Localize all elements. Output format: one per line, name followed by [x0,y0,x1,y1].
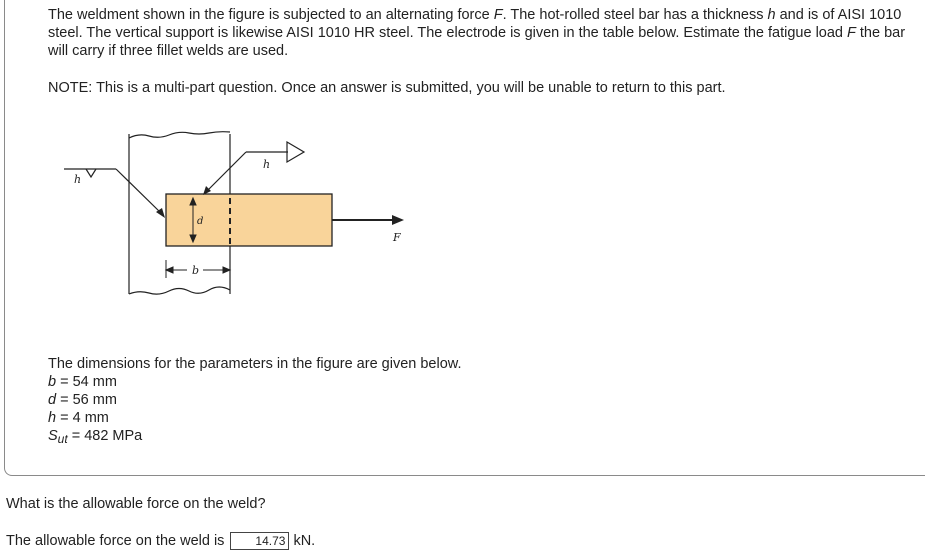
problem-text-3: and is of AISI 1010 steel. The vertical support is likewise AISI 1010 HR steel. The electrode is given in the table below. Estimate the fatigue load [48,7,902,41]
h-label-top: h [263,158,271,171]
answer-unit: kN. [293,533,316,549]
dim-d: d = 56 mm [48,392,117,408]
question-text: What is the allowable force on the weld? [6,496,266,512]
answer-prefix: The allowable force on the weld is [6,533,225,549]
dimensions-block [48,355,461,445]
dim-sut: $S_{ut} = 482$ MPa [48,428,143,446]
top-weld-symbol [203,142,304,195]
answer-input[interactable]: 14.73 [230,532,289,550]
problem-text-2: . The hot-rolled steel bar has a thickness [502,7,768,23]
force-arrow [332,215,404,225]
dimensions-intro: The dimensions for the parameters in the figure are given below. [48,356,462,372]
note-text: NOTE: This is a multi-part question. Once an answer is submitted, you will be unable to return to this part. [48,80,726,96]
problem-statement [48,6,908,60]
dim-h: h = 4 mm [48,410,109,426]
answer-row [6,532,315,550]
weldment-figure [56,128,426,303]
var-F: F [847,25,856,41]
problem-text-1: The weldment shown in the figure is subjected to an alternating force [48,7,494,23]
problem-text-4: the bar will carry if three fillet welds are used. [48,25,906,59]
b-label: b [192,264,200,277]
d-label: d [197,216,204,227]
var-h: h [767,7,776,23]
var-F: F [493,7,503,23]
h-label-left: h [74,173,82,186]
dim-b: b = 54 mm [48,374,117,390]
F-label: F [393,231,401,244]
